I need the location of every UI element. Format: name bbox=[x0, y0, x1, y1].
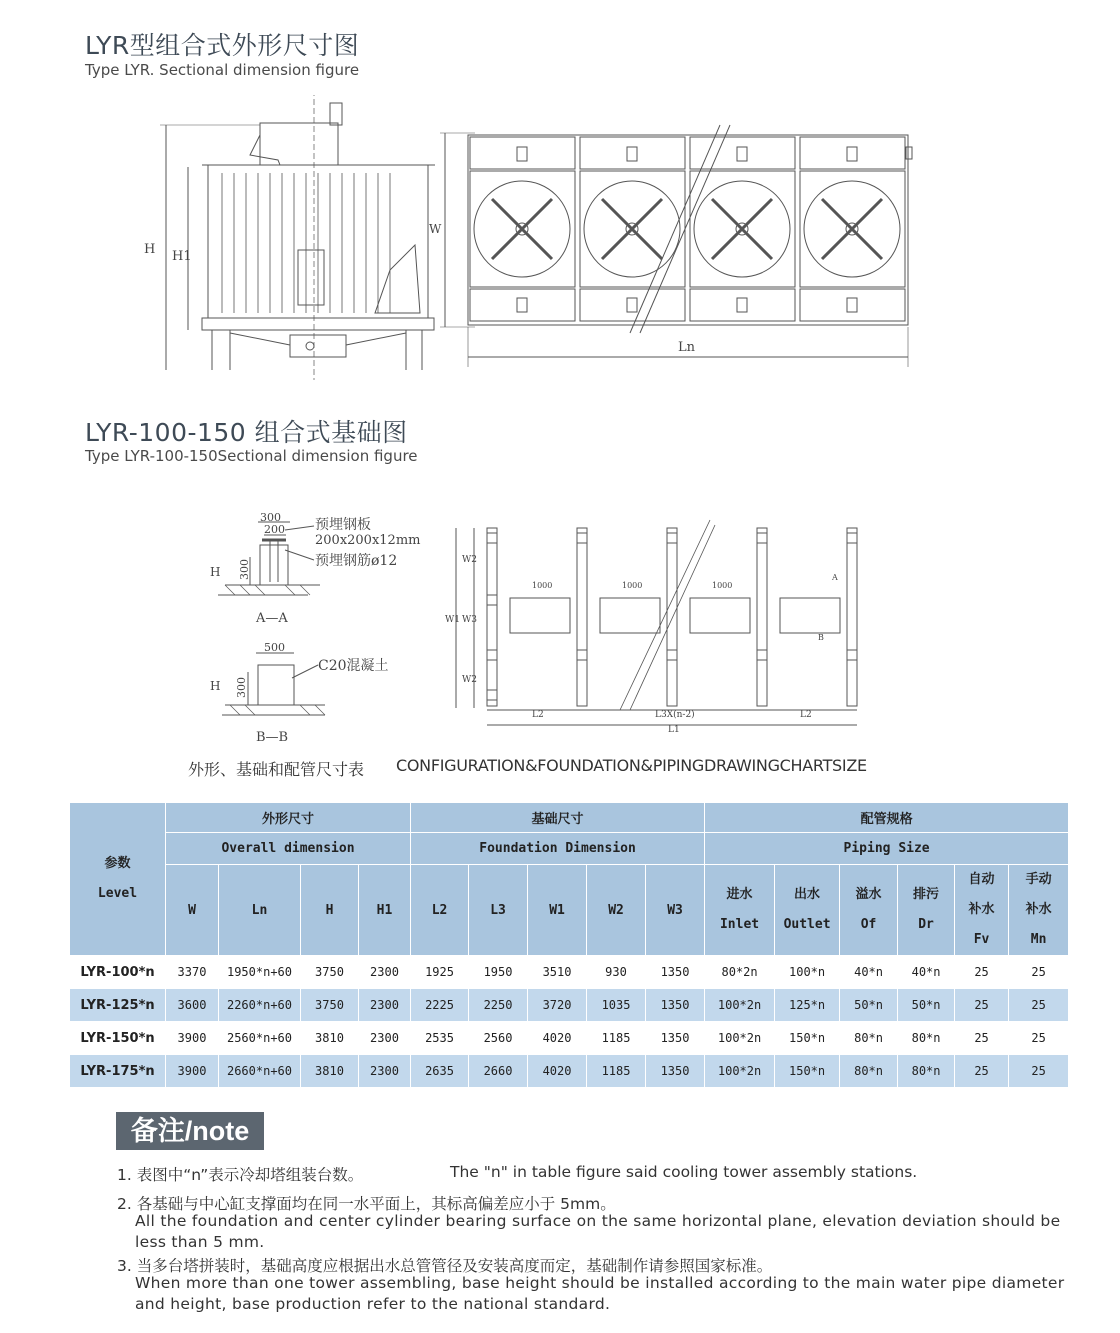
col-mn-cn2: 补水 bbox=[1025, 902, 1052, 917]
col-ln: Ln bbox=[219, 865, 301, 956]
col-w1: W1 bbox=[528, 865, 587, 956]
col-w3: W3 bbox=[646, 865, 705, 956]
dim-1000-c: 1000 bbox=[712, 581, 733, 590]
col-outlet bbox=[775, 865, 840, 956]
mark-b: B bbox=[818, 633, 824, 642]
cell-h1: 2300 bbox=[359, 989, 411, 1022]
dim-300v-bb: 300 bbox=[235, 677, 248, 698]
section-a-a bbox=[210, 511, 421, 626]
label-steel-plate: 预埋钢板 bbox=[315, 517, 371, 533]
col-inlet-cn: 进水 bbox=[726, 887, 753, 902]
tower-dimension-drawing bbox=[130, 95, 920, 385]
cell-inlet: 100*2n bbox=[705, 989, 775, 1022]
dim-300v-aa: 300 bbox=[238, 559, 251, 580]
header-param-cn: 参数 bbox=[104, 856, 131, 871]
note-badge: 备注/note bbox=[116, 1112, 264, 1150]
col-mn-en: Mn bbox=[1030, 932, 1047, 947]
spec-table-body bbox=[70, 956, 1069, 1088]
cell-inlet: 100*2n bbox=[705, 1022, 775, 1055]
cell-w3: 1350 bbox=[646, 989, 705, 1022]
cell-w3: 1350 bbox=[646, 1022, 705, 1055]
cell-of: 50*n bbox=[840, 989, 898, 1022]
cell-fv: 25 bbox=[955, 1055, 1009, 1088]
dim-1000-b: 1000 bbox=[622, 581, 643, 590]
dim-200-aa: 200 bbox=[264, 523, 285, 536]
section2-title-cn: LYR-100-150 组合式基础图 bbox=[85, 418, 408, 447]
header-foundation-en: Foundation Dimension bbox=[411, 833, 705, 865]
cell-mn: 25 bbox=[1009, 989, 1069, 1022]
cell-l2: 1925 bbox=[411, 956, 469, 989]
dim-1000-a: 1000 bbox=[532, 581, 553, 590]
cell-mn: 25 bbox=[1009, 1022, 1069, 1055]
col-of-cn: 溢水 bbox=[855, 887, 882, 902]
cell-dr: 80*n bbox=[898, 1022, 955, 1055]
cell-of: 80*n bbox=[840, 1022, 898, 1055]
tower-plan-view bbox=[429, 125, 912, 367]
col-dr bbox=[898, 865, 955, 956]
cell-l3: 1950 bbox=[469, 956, 528, 989]
tower-side-elevation bbox=[144, 95, 435, 380]
cell-l3: 2250 bbox=[469, 989, 528, 1022]
dim-label-h: H bbox=[144, 242, 156, 257]
cell-ln: 2560*n+60 bbox=[219, 1022, 301, 1055]
cell-w: 3370 bbox=[166, 956, 219, 989]
cell-l2: 2635 bbox=[411, 1055, 469, 1088]
cell-of: 80*n bbox=[840, 1055, 898, 1088]
cell-w: 3900 bbox=[166, 1022, 219, 1055]
dim-label-ln: Ln bbox=[678, 340, 696, 355]
cell-dr: 40*n bbox=[898, 956, 955, 989]
dim-w1: W1 bbox=[445, 615, 460, 625]
dim-l1: L1 bbox=[668, 725, 680, 735]
col-dr-en: Dr bbox=[918, 917, 934, 932]
col-w2: W2 bbox=[587, 865, 646, 956]
note-3-en: When more than one tower assembling, base height should be installed according to the main water pipe diameter and height, base production refer to the national standard. bbox=[135, 1274, 1065, 1313]
col-fv-cn1: 自动 bbox=[968, 872, 995, 887]
cell-fv: 25 bbox=[955, 989, 1009, 1022]
cell-model: LYR-125*n bbox=[70, 989, 166, 1022]
cell-ln: 1950*n+60 bbox=[219, 956, 301, 989]
cell-l3: 2560 bbox=[469, 1022, 528, 1055]
col-dr-cn: 排污 bbox=[913, 887, 940, 902]
cell-w1: 4020 bbox=[528, 1055, 587, 1088]
label-steel-plate-size: 200x200x12mm bbox=[315, 533, 421, 548]
col-fv-cn2: 补水 bbox=[968, 902, 995, 917]
col-inlet bbox=[705, 865, 775, 956]
cell-model: LYR-100*n bbox=[70, 956, 166, 989]
cell-ln: 2660*n+60 bbox=[219, 1055, 301, 1088]
cell-h: 3810 bbox=[301, 1055, 359, 1088]
section1-title-en: Type LYR. Sectional dimension figure bbox=[85, 61, 360, 79]
label-section-bb: B—B bbox=[256, 730, 289, 745]
cell-h1: 2300 bbox=[359, 956, 411, 989]
col-w: W bbox=[166, 865, 219, 956]
cell-w3: 1350 bbox=[646, 1055, 705, 1088]
section2-title-en: Type LYR-100-150Sectional dimension figure bbox=[85, 447, 418, 465]
col-of bbox=[840, 865, 898, 956]
cell-fv: 25 bbox=[955, 956, 1009, 989]
header-param bbox=[70, 803, 166, 956]
label-section-aa: A—A bbox=[256, 611, 288, 626]
cell-outlet: 150*n bbox=[775, 1022, 840, 1055]
col-l3: L3 bbox=[469, 865, 528, 956]
cell-model: LYR-150*n bbox=[70, 1022, 166, 1055]
col-h1: H1 bbox=[359, 865, 411, 956]
foundation-drawing bbox=[200, 510, 900, 750]
dim-l2-right: L2 bbox=[800, 710, 812, 720]
cell-w1: 3510 bbox=[528, 956, 587, 989]
dim-w2-top: W2 bbox=[462, 555, 477, 565]
cell-w: 3600 bbox=[166, 989, 219, 1022]
dim-l2-left: L2 bbox=[532, 710, 544, 720]
dim-label-h1: H1 bbox=[172, 249, 192, 264]
table-caption-en: CONFIGURATION&FOUNDATION&PIPINGDRAWINGCHARTSIZE bbox=[396, 756, 867, 775]
note-2-en: All the foundation and center cylinder bearing surface on the same horizontal plane, elevation deviation should be less than 5 mm. bbox=[135, 1212, 1061, 1251]
cell-inlet: 100*2n bbox=[705, 1055, 775, 1088]
cell-w1: 3720 bbox=[528, 989, 587, 1022]
cell-l2: 2225 bbox=[411, 989, 469, 1022]
cell-w2: 1035 bbox=[587, 989, 646, 1022]
dim-300-aa: 300 bbox=[260, 511, 281, 524]
cell-w: 3900 bbox=[166, 1055, 219, 1088]
col-mn-cn1: 手动 bbox=[1025, 872, 1052, 887]
cell-mn: 25 bbox=[1009, 956, 1069, 989]
label-concrete: C20混凝土 bbox=[318, 658, 389, 674]
cell-h1: 2300 bbox=[359, 1055, 411, 1088]
header-overall-en: Overall dimension bbox=[166, 833, 411, 865]
cell-outlet: 150*n bbox=[775, 1055, 840, 1088]
spec-table bbox=[69, 802, 1069, 1088]
table-row bbox=[70, 1022, 1069, 1055]
table-row bbox=[70, 1055, 1069, 1088]
col-outlet-en: Outlet bbox=[783, 917, 831, 932]
label-h-aa: H bbox=[210, 565, 221, 579]
cell-h: 3810 bbox=[301, 1022, 359, 1055]
cell-mn: 25 bbox=[1009, 1055, 1069, 1088]
col-fv bbox=[955, 865, 1009, 956]
dim-l3: L3X(n-2) bbox=[655, 710, 695, 720]
header-param-en: Level bbox=[97, 886, 138, 901]
header-foundation-cn: 基础尺寸 bbox=[411, 803, 705, 833]
cell-w3: 1350 bbox=[646, 956, 705, 989]
note-3-cn: 3. 当多台塔拼装时，基础高度应根据出水总管管径及安装高度而定，基础制作请参照国家标准。 bbox=[117, 1257, 773, 1275]
cell-w2: 1185 bbox=[587, 1055, 646, 1088]
cell-outlet: 100*n bbox=[775, 956, 840, 989]
note-2-cn: 2. 各基础与中心缸支撑面均在同一水平面上，其标高偏差应小于 5mm。 bbox=[117, 1195, 616, 1213]
cell-h: 3750 bbox=[301, 989, 359, 1022]
table-row bbox=[70, 989, 1069, 1022]
col-h: H bbox=[301, 865, 359, 956]
note-1-cn: 1. 表图中“n”表示冷却塔组装台数。 bbox=[117, 1166, 364, 1184]
cell-l2: 2535 bbox=[411, 1022, 469, 1055]
section1-title-cn: LYR型组合式外形尺寸图 bbox=[85, 31, 360, 60]
label-h-bb: H bbox=[210, 679, 221, 693]
cell-h1: 2300 bbox=[359, 1022, 411, 1055]
cell-l3: 2660 bbox=[469, 1055, 528, 1088]
cell-of: 40*n bbox=[840, 956, 898, 989]
col-mn bbox=[1009, 865, 1069, 956]
note-1-en: The "n" in table figure said cooling tower assembly stations. bbox=[450, 1163, 918, 1181]
label-rebar: 预埋钢筋ø12 bbox=[315, 553, 398, 569]
dim-w2-bottom: W2 bbox=[462, 675, 477, 685]
cell-ln: 2260*n+60 bbox=[219, 989, 301, 1022]
col-fv-en: Fv bbox=[973, 932, 990, 947]
cell-model: LYR-175*n bbox=[70, 1055, 166, 1088]
section-b-b bbox=[210, 641, 389, 745]
cell-w1: 4020 bbox=[528, 1022, 587, 1055]
cell-dr: 50*n bbox=[898, 989, 955, 1022]
cell-h: 3750 bbox=[301, 956, 359, 989]
cell-dr: 80*n bbox=[898, 1055, 955, 1088]
table-caption-cn: 外形、基础和配管尺寸表 bbox=[188, 760, 365, 779]
header-overall-cn: 外形尺寸 bbox=[166, 803, 411, 833]
foundation-plan bbox=[445, 520, 857, 735]
cell-fv: 25 bbox=[955, 1022, 1009, 1055]
header-piping-cn: 配管规格 bbox=[705, 803, 1069, 833]
cell-outlet: 125*n bbox=[775, 989, 840, 1022]
cell-w2: 1185 bbox=[587, 1022, 646, 1055]
col-inlet-en: Inlet bbox=[719, 917, 760, 932]
col-outlet-cn: 出水 bbox=[794, 887, 821, 902]
dim-label-w: W bbox=[429, 222, 442, 236]
header-piping-en: Piping Size bbox=[705, 833, 1069, 865]
dim-w3: W3 bbox=[462, 615, 477, 625]
cell-inlet: 80*2n bbox=[705, 956, 775, 989]
col-of-en: Of bbox=[860, 917, 877, 932]
dim-500-bb: 500 bbox=[264, 641, 285, 654]
mark-a: A bbox=[832, 573, 838, 582]
col-l2: L2 bbox=[411, 865, 469, 956]
cell-w2: 930 bbox=[587, 956, 646, 989]
table-row bbox=[70, 956, 1069, 989]
